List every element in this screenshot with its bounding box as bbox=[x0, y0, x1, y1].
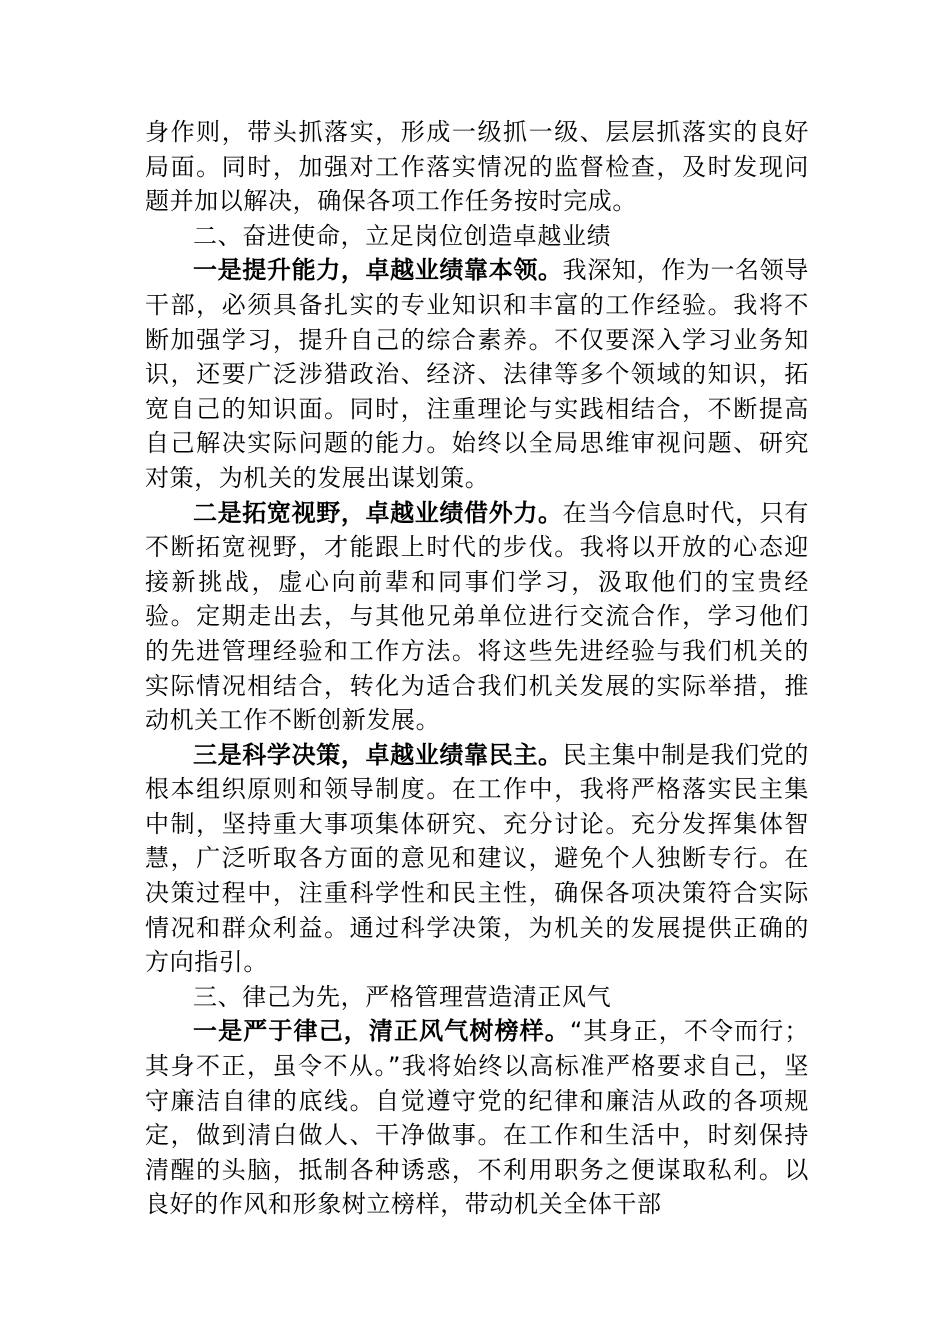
paragraph-point-2 bbox=[145, 496, 809, 738]
paragraph-lead: 三是科学决策，卓越业绩靠民主。 bbox=[193, 740, 563, 769]
paragraph-text: 在当今信息时代，只有不断拓宽视野，才能跟上时代的步伐。我将以开放的心态迎接新挑战，虚心向前辈和同事们学习，汲取他们的宝贵经验。定期走出去，与其他兄弟单位进行交流合作，学习他们的先进管理经验和工作方法。将这些先进经验与我们机关的实际情况相结合，转化为适合我们机关发展的实际举措，推动机关工作不断创新发展。 bbox=[145, 498, 809, 735]
paragraph-continuation: 身作则，带头抓落实，形成一级抓一级、层层抓落实的良好局面。同时，加强对工作落实情况的监督检查，及时发现问题并加以解决，确保各项工作任务按时完成。 bbox=[145, 118, 809, 216]
document-body bbox=[145, 115, 809, 1222]
section-heading-2: 二、奋进使命，立足岗位创造卓越业绩 bbox=[193, 221, 612, 250]
section-heading-3: 三、律己为先，严格管理营造清正风气 bbox=[193, 982, 612, 1011]
paragraph-point-1 bbox=[145, 253, 809, 495]
paragraph-text: 民主集中制是我们党的根本组织原则和领导制度。在工作中，我将严格落实民主集中制，坚持重大事项集体研究、充分讨论。充分发挥集体智慧，广泛听取各方面的意见和建议，避免个人独断专行。在决策过程中，注重科学性和民主性，确保各项决策符合实际情况和群众利益。通过科学决策，为机关的发展提供正确的方向指引。 bbox=[145, 740, 809, 977]
paragraph-text: “其身正，不令而行；其身不正，虽令不从。”我将始终以高标准严格要求自己，坚守廉洁自律的底线。自觉遵守党的纪律和廉洁从政的各项规定，做到清白做人、干净做事。在工作和生活中，时刻保持清醒的头脑，抵制各种诱惑，不利用职务之便谋取私利。以良好的作风和形象树立榜样，带动机关全体干部 bbox=[145, 1017, 810, 1219]
paragraph-point-3 bbox=[145, 738, 809, 980]
paragraph-lead: 一是提升能力，卓越业绩靠本领。 bbox=[193, 256, 563, 285]
paragraph-text: 我深知，作为一名领导干部，必须具备扎实的专业知识和丰富的工作经验。我将不断加强学习，提升自己的综合素养。不仅要深入学习业务知识，还要广泛涉猎政治、经济、法律等多个领域的知识，拓宽自己的知识面。同时，注重理论与实践相结合，不断提高自己解决实际问题的能力。始终以全局思维审视问题、研究对策，为机关的发展出谋划策。 bbox=[145, 256, 809, 492]
paragraph-lead: 二是拓宽视野，卓越业绩借外力。 bbox=[193, 498, 563, 527]
paragraph-lead: 一是严于律己，清正风气树榜样。 bbox=[193, 1017, 570, 1046]
paragraph-point-4 bbox=[145, 1014, 809, 1222]
